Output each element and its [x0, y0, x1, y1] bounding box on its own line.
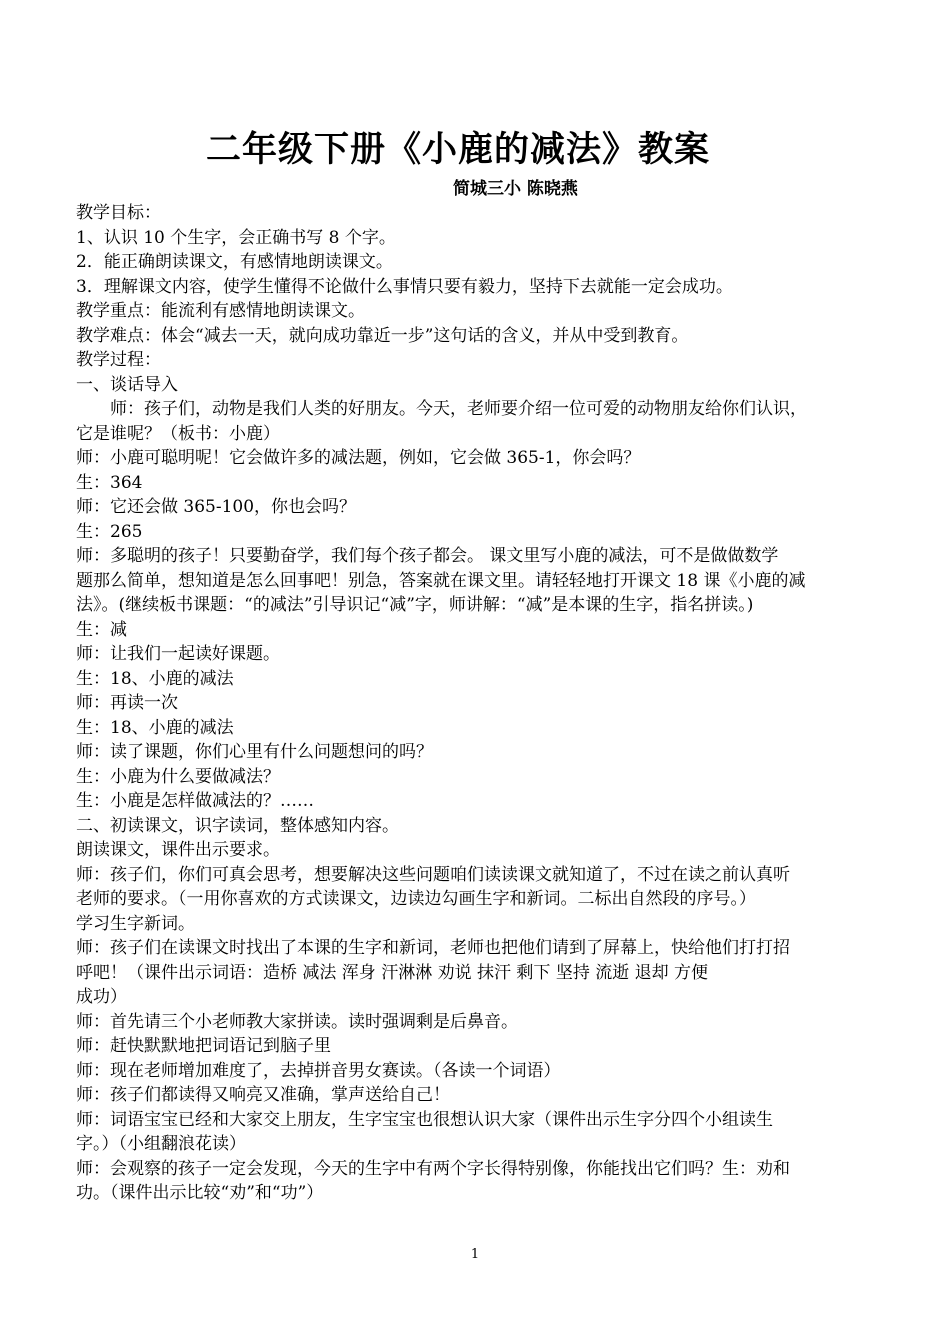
- document-author: 简城三小 陈晓燕: [453, 179, 578, 199]
- text-line: 教学过程：: [76, 350, 161, 370]
- text-line: 师：赶快默默地把词语记到脑子里: [76, 1036, 331, 1056]
- text-line: 师：孩子们，你们可真会思考，想要解决这些问题咱们读读课文就知道了，不过在读之前认真听: [76, 864, 790, 885]
- text-line: 师：词语宝宝已经和大家交上朋友，生字宝宝也很想认识大家（课件出示生字分四个小组读生: [76, 1109, 773, 1130]
- text-line: 生：364: [76, 472, 143, 493]
- text-line: 师：孩子们都读得又响亮又准确，掌声送给自己！: [76, 1085, 450, 1105]
- text-line: 教学目标：: [76, 203, 161, 223]
- text-line: 法》。(继续板书课题：“的减法”引导识记“减”字，师讲解：“减”是本课的生字，指名拼读。): [76, 595, 754, 615]
- text-line: 它是谁呢？（板书：小鹿）: [76, 423, 280, 444]
- document-title: 二年级下册《小鹿的减法》教案: [205, 130, 710, 170]
- text-line: 师：会观察的孩子一定会发现，今天的生字中有两个字长得特别像，你能找出它们吗？生：劝和: [76, 1158, 790, 1179]
- text-line: 生：减: [76, 619, 127, 640]
- text-line: 生：小鹿为什么要做减法？: [76, 766, 280, 787]
- document-body: [76, 201, 866, 1206]
- section-heading: 一、谈话导入: [76, 374, 178, 395]
- text-line: 成功）: [76, 987, 127, 1007]
- text-line: 1、认识 10 个生字，会正确书写 8 个字。: [76, 227, 396, 248]
- section-heading: 二、初读课文，识字读词，整体感知内容。: [76, 815, 399, 836]
- text-line: 师：读了课题，你们心里有什么问题想问的吗？: [76, 742, 433, 762]
- text-line: 师：多聪明的孩子！只要勤奋学，我们每个孩子都会。 课文里写小鹿的减法，可不是做做数学: [76, 546, 779, 566]
- text-line: 呼吧！（课件出示词语：造桥 减法 浑身 汗淋淋 劝说 抹汗 剩下 坚持 流逝 退却 方便: [76, 962, 709, 983]
- text-line: 生：18、小鹿的减法: [76, 717, 234, 738]
- text-line: 生：小鹿是怎样做减法的？……: [76, 791, 314, 811]
- text-line: 生：265: [76, 521, 143, 542]
- text-line: 师：它还会做 365-100，你也会吗？: [76, 497, 357, 517]
- text-line: 师：现在老师增加难度了，去掉拼音男女赛读。（各读一个词语）: [76, 1060, 561, 1081]
- text-line: 3．理解课文内容，使学生懂得不论做什么事情只要有毅力，坚持下去就能一定会成功。: [76, 276, 733, 297]
- text-line: 师：让我们一起读好课题。: [76, 644, 280, 664]
- text-line: 功。（课件出示比较“劝”和“功”）: [76, 1183, 324, 1203]
- text-line: 师：孩子们，动物是我们人类的好朋友。今天，老师要介绍一位可爱的动物朋友给你们认识，: [110, 399, 807, 419]
- text-line: 学习生字新词。: [76, 913, 195, 934]
- text-line: 生：18、小鹿的减法: [76, 668, 234, 689]
- text-line: 2．能正确朗读课文，有感情地朗读课文。: [76, 252, 393, 272]
- text-line: 师：首先请三个小老师教大家拼读。读时强调剩是后鼻音。: [76, 1011, 518, 1032]
- text-line: 题那么简单，想知道是怎么回事吧！别急，答案就在课文里。请轻轻地打开课文 18 课《小鹿的减: [76, 570, 806, 591]
- text-line: 老师的要求。（一用你喜欢的方式读课文，边读边勾画生字和新词。二标出自然段的序号。）: [76, 889, 756, 909]
- text-line: 教学难点：体会“减去一天，就向成功靠近一步”这句话的含义，并从中受到教育。: [76, 325, 689, 346]
- text-line: 教学重点：能流利有感情地朗读课文。: [76, 301, 365, 321]
- text-line: 师：再读一次: [76, 693, 178, 713]
- text-line: 师：孩子们在读课文时找出了本课的生字和新词，老师也把他们请到了屏幕上，快给他们打打招: [76, 938, 790, 958]
- text-line: 师：小鹿可聪明呢！它会做许多的减法题，例如，它会做 365-1，你会吗？: [76, 448, 641, 468]
- page-number: 1: [470, 1247, 480, 1262]
- text-line: 朗读课文，课件出示要求。: [76, 840, 280, 860]
- text-line: 字。）（小组翻浪花读）: [76, 1134, 246, 1154]
